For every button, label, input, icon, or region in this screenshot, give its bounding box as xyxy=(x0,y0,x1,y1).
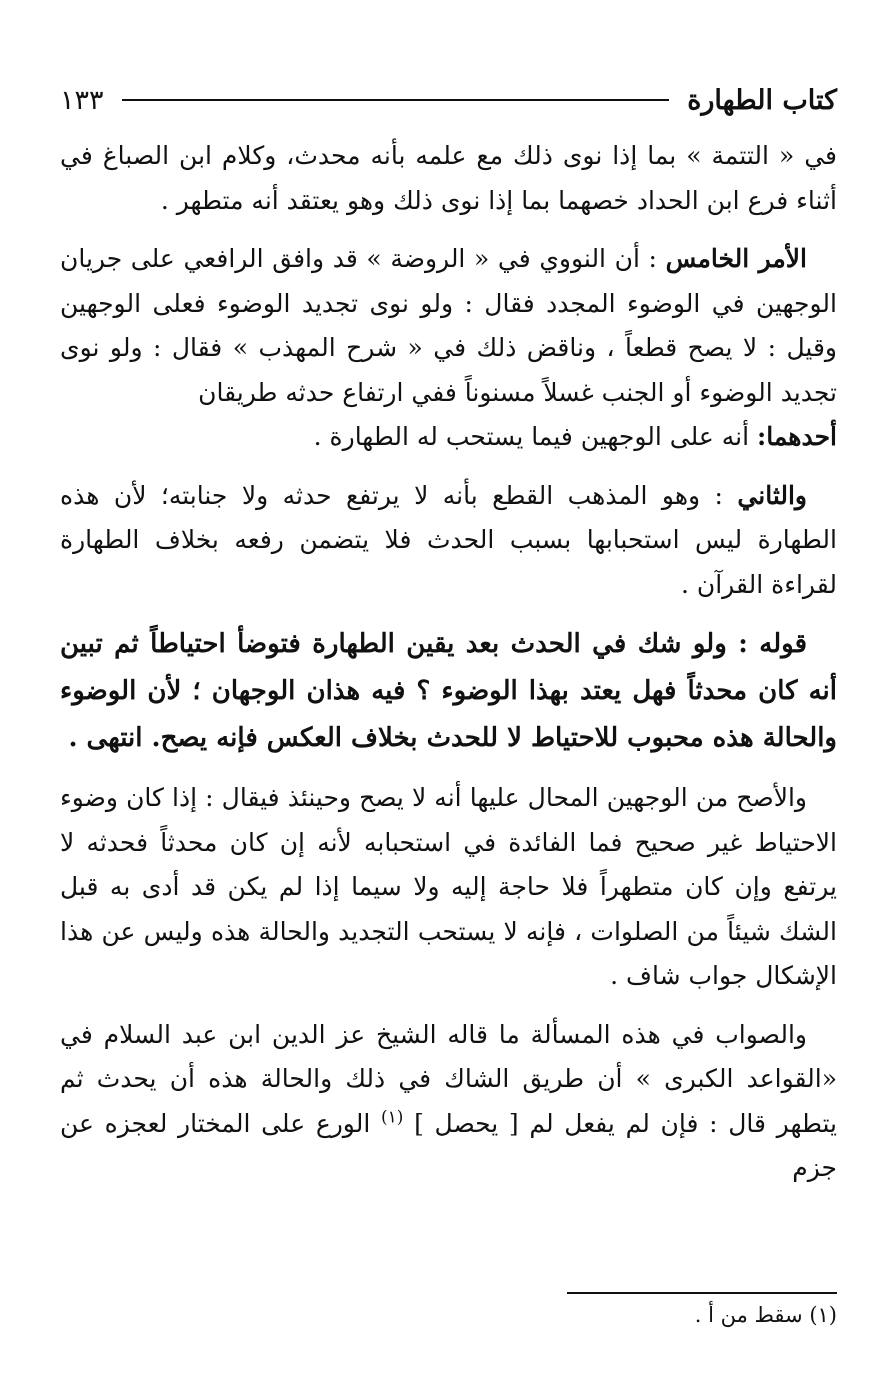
paragraph-2-text: : أن النووي في « الروضة » قد وافق الرافعي على جريان الوجهين في الوضوء المجدد فقال : ولو نوى تجديد الوضوء فعلى الوجهين وقيل : لا يصح قطعاً ، وناقض ذلك في « شرح المهذب » فقال : ولو نوى تجديد الوضوء أو الجنب غسلاً مسنوناً ففي ارتفاع حدثه طريقان xyxy=(60,244,837,407)
paragraph-3-lead: أحدهما: xyxy=(756,422,837,451)
page-number: ١٣٣ xyxy=(60,84,104,116)
header-rule xyxy=(122,99,670,101)
paragraph-4-lead: والثاني xyxy=(737,480,807,510)
paragraph-4 xyxy=(60,474,837,608)
paragraph-2-lead: الأمر الخامس xyxy=(665,244,807,273)
paragraph-3-text: أنه على الوجهين فيما يستحب له الطهارة . xyxy=(313,422,757,451)
paragraph-4-text: : وهو المذهب القطع بأنه لا يرتفع حدثه ولا جنابته؛ لأن هذه الطهارة ليس استحبابها بسبب الحدث فلا يتضمن رفعه بخلاف الطهارة لقراءة القرآن . xyxy=(60,480,837,599)
footnote: (١) سقط من أ . xyxy=(694,1303,837,1327)
book-title: كتاب الطهارة xyxy=(687,84,837,116)
paragraph-7-text: والصواب في هذه المسألة ما قاله الشيخ عز الدين ابن عبد السلام في «القواعد الكبرى » أن طريق الشاك في ذلك والحالة هذه أن يحدث ثم يتطهر قال : فإن لم يفعل لم [ يحصل ] xyxy=(60,1019,837,1138)
page-body xyxy=(60,134,837,1191)
paragraph-1: في « التتمة » بما إذا نوى ذلك مع علمه بأنه محدث، وكلام ابن الصباغ في أثناء فرع ابن الحداد خصهما بما إذا نوى ذلك وهو يعتقد أنه متطهر . xyxy=(60,141,837,215)
paragraph-7 xyxy=(60,1013,837,1191)
paragraph-2 xyxy=(60,237,837,460)
running-header xyxy=(60,78,837,122)
paragraph-7-continuation: الورع على المختار لعجزه عن جزم xyxy=(60,1108,837,1182)
footnote-reference: (١) xyxy=(380,1107,404,1128)
paragraph-5-quotation: قوله : ولو شك في الحدث بعد يقين الطهارة فتوضأ احتياطاً ثم تبين أنه كان محدثاً فهل يعتد بهذا الوضوء ؟ فيه هذان الوجهان ؛ لأن الوضوء والحالة هذه محبوب للاحتياط لا للحدث بخلاف العكس فإنه يصح. انتهى . xyxy=(60,629,837,753)
footnote-rule xyxy=(567,1292,837,1294)
paragraph-6: والأصح من الوجهين المحال عليها أنه لا يصح وحينئذ فيقال : إذا كان وضوء الاحتياط غير صحيح فما الفائدة في استحبابه لأنه إن كان محدثاً فحدثه لا يرتفع وإن كان متطهراً فلا حاجة إليه ولا سيما إذا لم يكن قد أدى به قبل الشك شيئاً من الصلوات ، فإنه لا يستحب التجديد والحالة هذه وليس عن هذا الإشكال جواب شاف . xyxy=(60,783,837,990)
